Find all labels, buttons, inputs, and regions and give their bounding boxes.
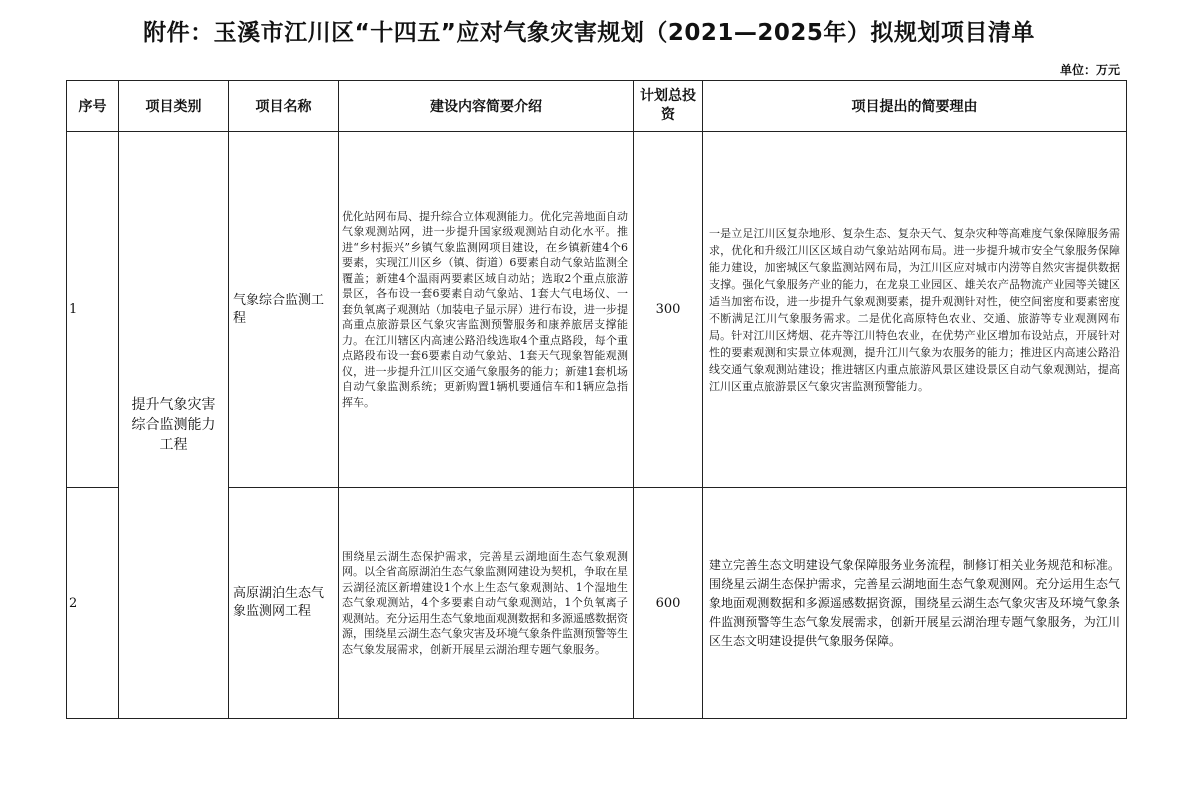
project-table xyxy=(66,80,1127,719)
project-reason: 一是立足江川区复杂地形、复杂生态、复杂天气、复杂灾种等高难度气象保障服务需求，优化和升级江川区区域自动气象站站网布局。进一步提升城市安全气象服务保障能力建设，加密城区气象监测站网布局，为江川区应对城市内涝等自然灾害提供数据支撑。强化气象服务产业的能力，在龙泉工业园区、雄关农产品物流产业园等关键区适当加密布设，进一步提升气象观测要素，提升观测针对性，使空间密度和要素密度不断满足江川气象服务需求。二是优化高原特色农业、交通、旅游等专业观测网布局。针对江川区烤烟、花卉等江川特色农业，在优势产业区增加布设站点，开展针对性的要素观测和实景立体观测，提升江川气象为农服务的能力；推进区内高速公路沿线交通气象观测站建设；推进辖区内重点旅游风景区建设景区自动气象观测站，提高江川区重点旅游景区气象灾害监测预警能力。 xyxy=(703,132,1127,488)
row-seq: 2 xyxy=(67,488,119,719)
project-reason: 建立完善生态文明建设气象保障服务业务流程，制修订相关业务规范和标准。围绕星云湖生态保护需求，完善星云湖地面生态气象观测网。充分运用生态气象地面观测数据和多源遥感数据资源，围绕星云湖生态气象灾害及环境气象条件监测预警等生态气象发展需求，创新开展星云湖治理专题气象服务，为江川区生态文明建设提供气象服务保障。 xyxy=(703,488,1127,719)
header-content: 建设内容简要介绍 xyxy=(339,81,634,132)
project-category: 提升气象灾害综合监测能力工程 xyxy=(119,132,229,719)
row-seq: 1 xyxy=(67,132,119,488)
project-content: 优化站网布局、提升综合立体观测能力。优化完善地面自动气象观测站网，进一步提升国家级观测站自动化水平。推进“乡村振兴”乡镇气象监测网项目建设，在乡镇新建4个6要素，实现江川区乡（镇、街道）6要素自动气象站监测全覆盖；新建4个温雨两要素区域自动站；选取2个重点旅游景区，各布设一套6要素自动气象站、1套大气电场仪、一套负氧离子观测站（加装电子显示屏）进行布设，进一步提高重点旅游景区气象灾害监测预警服务和康养旅居支撑能力。在江川辖区内高速公路沿线选取4个重点路段，每个重点路段布设一套6要素自动气象站、1套天气现象智能观测仪，进一步提升江川区交通气象服务的能力；新建1套机场自动气象监测系统；更新购置1辆机要通信车和1辆应急指挥车。 xyxy=(339,132,634,488)
header-seq: 序号 xyxy=(67,81,119,132)
table-row xyxy=(67,132,1127,488)
header-row xyxy=(67,81,1127,132)
project-name: 高原湖泊生态气象监测网工程 xyxy=(229,488,339,719)
header-name: 项目名称 xyxy=(229,81,339,132)
header-investment: 计划总投资 xyxy=(634,81,703,132)
page-title: 附件：玉溪市江川区“十四五”应对气象灾害规划（2021—2025年）拟规划项目清单 xyxy=(143,20,1035,46)
project-investment: 600 xyxy=(634,488,703,719)
project-content: 围绕星云湖生态保护需求，完善星云湖地面生态气象观测网。以全省高原湖泊生态气象监测网建设为契机，争取在星云湖径流区新增建设1个水上生态气象观测站、1个湿地生态气象观测站，4个多要素自动气象观测站，1个负氧离子观测站。充分运用生态气象地面观测数据和多源遥感数据资源，围绕星云湖生态气象灾害及环境气象条件监测预警等生态气象发展需求，创新开展星云湖治理专题气象服务。 xyxy=(339,488,634,719)
header-category: 项目类别 xyxy=(119,81,229,132)
project-name: 气象综合监测工程 xyxy=(229,132,339,488)
unit-label: 单位：万元 xyxy=(1059,63,1120,77)
project-investment: 300 xyxy=(634,132,703,488)
header-reason: 项目提出的简要理由 xyxy=(703,81,1127,132)
